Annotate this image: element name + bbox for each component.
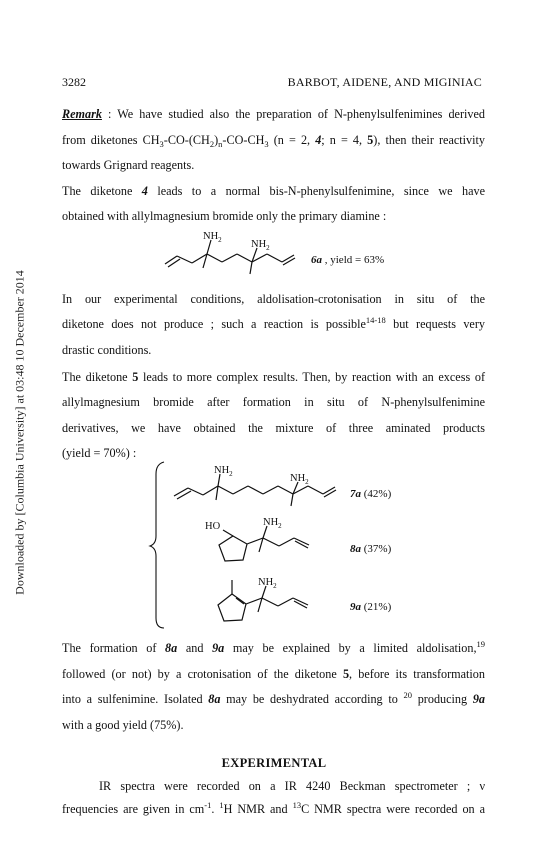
nh2-label: $NH_2$ bbox=[203, 231, 222, 244]
running-head: BARBOT, AIDENE, AND MIGINIAC bbox=[287, 75, 482, 89]
para4-line-3: derivatives, we have obtained the mixture of three aminated products bbox=[62, 421, 485, 435]
subscript: n bbox=[218, 139, 223, 149]
label-6a bbox=[311, 254, 384, 266]
label-7a bbox=[350, 488, 391, 500]
remark-line-3: towards Grignard reagents. bbox=[62, 158, 195, 172]
para3-line-2 bbox=[62, 317, 485, 332]
compound-ref: 4 bbox=[315, 133, 322, 147]
product-brace bbox=[148, 460, 168, 630]
para5-line-4: with a good yield (75%). bbox=[62, 718, 184, 732]
compound-ref: 9a bbox=[212, 641, 225, 655]
nh2-label: $NH_2$ bbox=[290, 473, 309, 486]
text-run: H NMR and bbox=[223, 802, 293, 816]
compound-ref: 5 bbox=[342, 667, 350, 681]
remark-label: Remark bbox=[62, 107, 102, 121]
text-run: The formation of bbox=[62, 641, 166, 655]
text-run: The diketone bbox=[62, 184, 142, 198]
text-run: and bbox=[177, 641, 213, 655]
skeleton-6a bbox=[165, 240, 295, 274]
text-run: -CO-CH bbox=[222, 133, 265, 147]
text-run: ; n = 4, bbox=[321, 133, 368, 147]
compound-ref: 9a bbox=[472, 692, 485, 706]
text-run: from diketones CH bbox=[62, 133, 160, 147]
superscript: -1 bbox=[204, 800, 212, 810]
compound-ref: 8a bbox=[208, 692, 221, 706]
subscript: 2 bbox=[209, 139, 215, 149]
text-run: leads to more complex results. Then, by reaction with an excess of bbox=[138, 370, 486, 384]
compound-yield: (37%) bbox=[361, 543, 392, 555]
download-note: Downloaded by [Columbia University] at 03:48 10 December 2014 bbox=[12, 270, 27, 595]
structure-6a bbox=[165, 228, 405, 276]
compound-ref: 4 bbox=[141, 184, 148, 198]
text-run: The diketone bbox=[62, 370, 133, 384]
text-run: may be explained by a limited aldolisation, bbox=[224, 641, 477, 655]
ho-label: HO bbox=[205, 521, 221, 532]
para5-line-2 bbox=[62, 667, 485, 682]
structure-8a bbox=[205, 514, 335, 574]
compound-name: 7a bbox=[350, 488, 361, 500]
para4-line-2: allylmagnesium bromide after formation in situ of N-phenylsulfenimine bbox=[62, 395, 485, 409]
structure-7a bbox=[172, 462, 342, 510]
compound-yield: (42%) bbox=[361, 488, 392, 500]
compound-name: 6a bbox=[311, 254, 322, 266]
skeleton-8a bbox=[219, 526, 309, 561]
para5-line-1 bbox=[62, 641, 485, 656]
text-run: . bbox=[211, 802, 220, 816]
compound-ref: 8a bbox=[165, 641, 178, 655]
compound-yield: (21%) bbox=[361, 601, 392, 613]
skeleton-7a bbox=[174, 474, 336, 506]
para4-line-4: (yield = 70%) : bbox=[62, 446, 137, 460]
text-run: frequencies are given in cm bbox=[62, 802, 205, 816]
compound-name: 9a bbox=[350, 601, 361, 613]
nh2-label: $NH_2$ bbox=[214, 465, 233, 478]
para4-line-1 bbox=[62, 370, 485, 385]
nh2-label: $NH_2$ bbox=[263, 517, 282, 530]
label-9a bbox=[350, 601, 391, 613]
text-run: into a sulfenimine. Isolated bbox=[62, 692, 209, 706]
para2-line-1 bbox=[62, 184, 485, 199]
text-run: followed (or not) by a crotonisation of the diketone bbox=[62, 667, 343, 681]
remark-line-1 bbox=[62, 107, 485, 122]
superscript: 13 bbox=[292, 800, 302, 810]
page-number: 3282 bbox=[62, 75, 86, 89]
text-run: , before its transformation bbox=[349, 667, 485, 681]
remark-line-2 bbox=[62, 133, 485, 148]
experimental-line-2 bbox=[62, 802, 485, 817]
text-run: (n = 2, bbox=[268, 133, 316, 147]
text-run: leads to a normal bis-N-phenylsulfenimine, since we have bbox=[147, 184, 485, 198]
superscript: 1 bbox=[219, 800, 224, 810]
citation: 20 bbox=[403, 690, 413, 700]
para2-line-2: obtained with allylmagnesium bromide only the primary diamine : bbox=[62, 209, 387, 223]
experimental-line-1: IR spectra were recorded on a IR 4240 Beckman spectrometer ; ν bbox=[99, 779, 485, 793]
remark-text: : We have studied also the preparation of N-phenylsulfenimines derived bbox=[101, 107, 485, 121]
nh2-label: $NH_2$ bbox=[251, 239, 270, 252]
compound-ref: 5 bbox=[132, 370, 139, 384]
text-run: may be deshydrated according to bbox=[220, 692, 404, 706]
para3-line-1: In our experimental conditions, aldolisation-crotonisation in situ of the bbox=[62, 292, 485, 306]
structure-9a bbox=[206, 574, 336, 630]
text-run: -CO-(CH bbox=[163, 133, 210, 147]
text-run: producing bbox=[412, 692, 473, 706]
subscript: 3 bbox=[159, 139, 164, 149]
text-run: diketone does not produce ; such a reaction is possible bbox=[62, 317, 366, 331]
nh2-label: $NH_2$ bbox=[258, 577, 277, 590]
label-8a bbox=[350, 543, 391, 555]
compound-ref: 5 bbox=[367, 133, 374, 147]
section-heading-experimental: EXPERIMENTAL bbox=[221, 756, 327, 770]
citation: 19 bbox=[476, 639, 485, 649]
text-run: but requests very bbox=[385, 317, 485, 331]
compound-yield: , yield = 63% bbox=[322, 254, 385, 266]
compound-name: 8a bbox=[350, 543, 361, 555]
text-run: C NMR spectra were recorded on a bbox=[301, 802, 485, 816]
subscript: 3 bbox=[264, 139, 269, 149]
text-run: ), then their reactivity bbox=[373, 133, 485, 147]
para3-line-3: drastic conditions. bbox=[62, 343, 152, 357]
citation: 14-18 bbox=[365, 315, 386, 325]
para5-line-3 bbox=[62, 692, 485, 707]
text-run: ) bbox=[214, 133, 219, 147]
